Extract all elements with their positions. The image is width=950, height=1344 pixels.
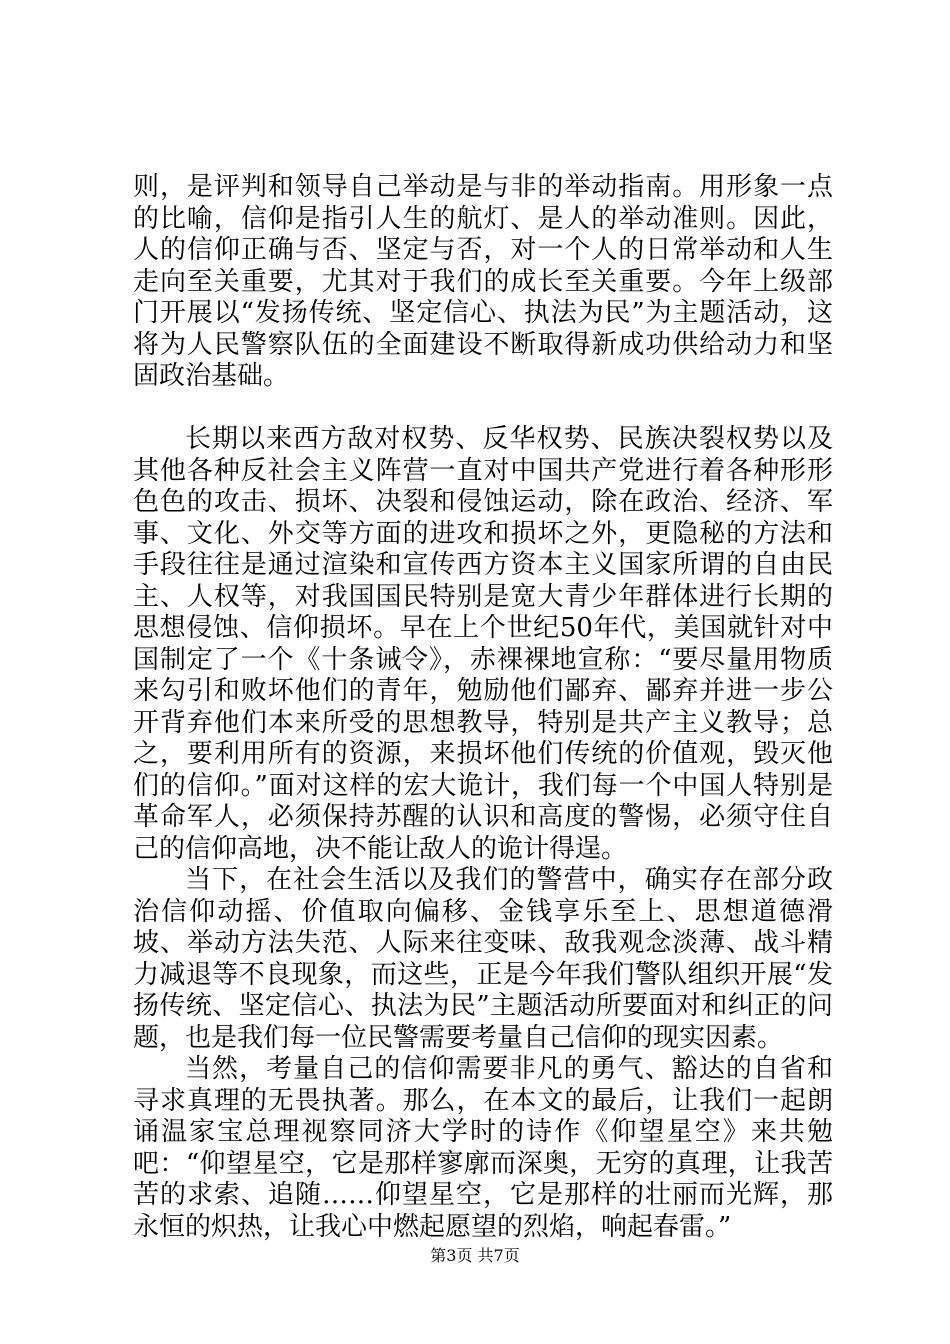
paragraph-continuation: 则，是评判和领导自己举动是与非的举动指南。用形象一点的比喻，信仰是指引人生的航灯、是人的举动准则。因此，人的信仰正确与否、坚定与否，对一个人的日常举动和人生走向至关重要，尤其对于我们的成长至关重要。今年上级部门开展以“发扬传统、坚定信心、执法为民”为主题活动，这将为人民警察队伍的全面建设不断取得新成功供给动力和坚固政治基础。 [133, 172, 833, 391]
paragraph: 当下，在社会生活以及我们的警营中，确实存在部分政治信仰动摇、价值取向偏移、金钱享乐至上、思想道德滑坡、举动方法失范、人际来往变味、敌我观念淡薄、战斗精力减退等不良现象，而这些，正是今年我们警队组织开展“发扬传统、坚定信心、执法为民”主题活动所要面对和纠正的问题，也是我们每一位民警需要考量自己信仰的现实因素。 [133, 865, 833, 1053]
paragraph: 长期以来西方敌对权势、反华权势、民族决裂权势以及其他各种反社会主义阵营一直对中国共产党进行着各种形形色色的攻击、损坏、决裂和侵蚀运动，除在政治、经济、军事、文化、外交等方面的进攻和损坏之外，更隐秘的方法和手段往往是通过渲染和宣传西方资本主义国家所谓的自由民主、人权等，对我国国民特别是宽大青少年群体进行长期的思想侵蚀、信仰损坏。早在上个世纪50年代，美国就针对中国制定了一个《十条诫令》，赤裸裸地宣称：“要尽量用物质来勾引和败坏他们的青年，勉励他们鄙弃、鄙弃并进一步公开背弃他们本来所受的思想教导，特别是共产主义教导；总之，要利用所有的资源，来损坏他们传统的价值观，毁灭他们的信仰。”面对这样的宏大诡计，我们每一个中国人特别是革命军人，必须保持苏醒的认识和高度的警惕，必须守住自己的信仰高地，决不能让敌人的诡计得逞。 [133, 424, 833, 864]
page-number-footer: 第3页 共7页 [430, 1246, 520, 1265]
paragraph: 当然，考量自己的信仰需要非凡的勇气、豁达的自省和寻求真理的无畏执著。那么，在本文的最后，让我们一起朗诵温家宝总理视察同济大学时的诗作《仰望星空》来共勉吧：“仰望星空，它是那样寥廓而深奥，无穷的真理，让我苦苦的求索、追随……仰望星空，它是那样的壮丽而光辉，那永恒的炽热，让我心中燃起愿望的烈焰，响起春雷。” [133, 1054, 833, 1242]
paragraph-gap [133, 393, 833, 425]
document-body [133, 172, 833, 1243]
